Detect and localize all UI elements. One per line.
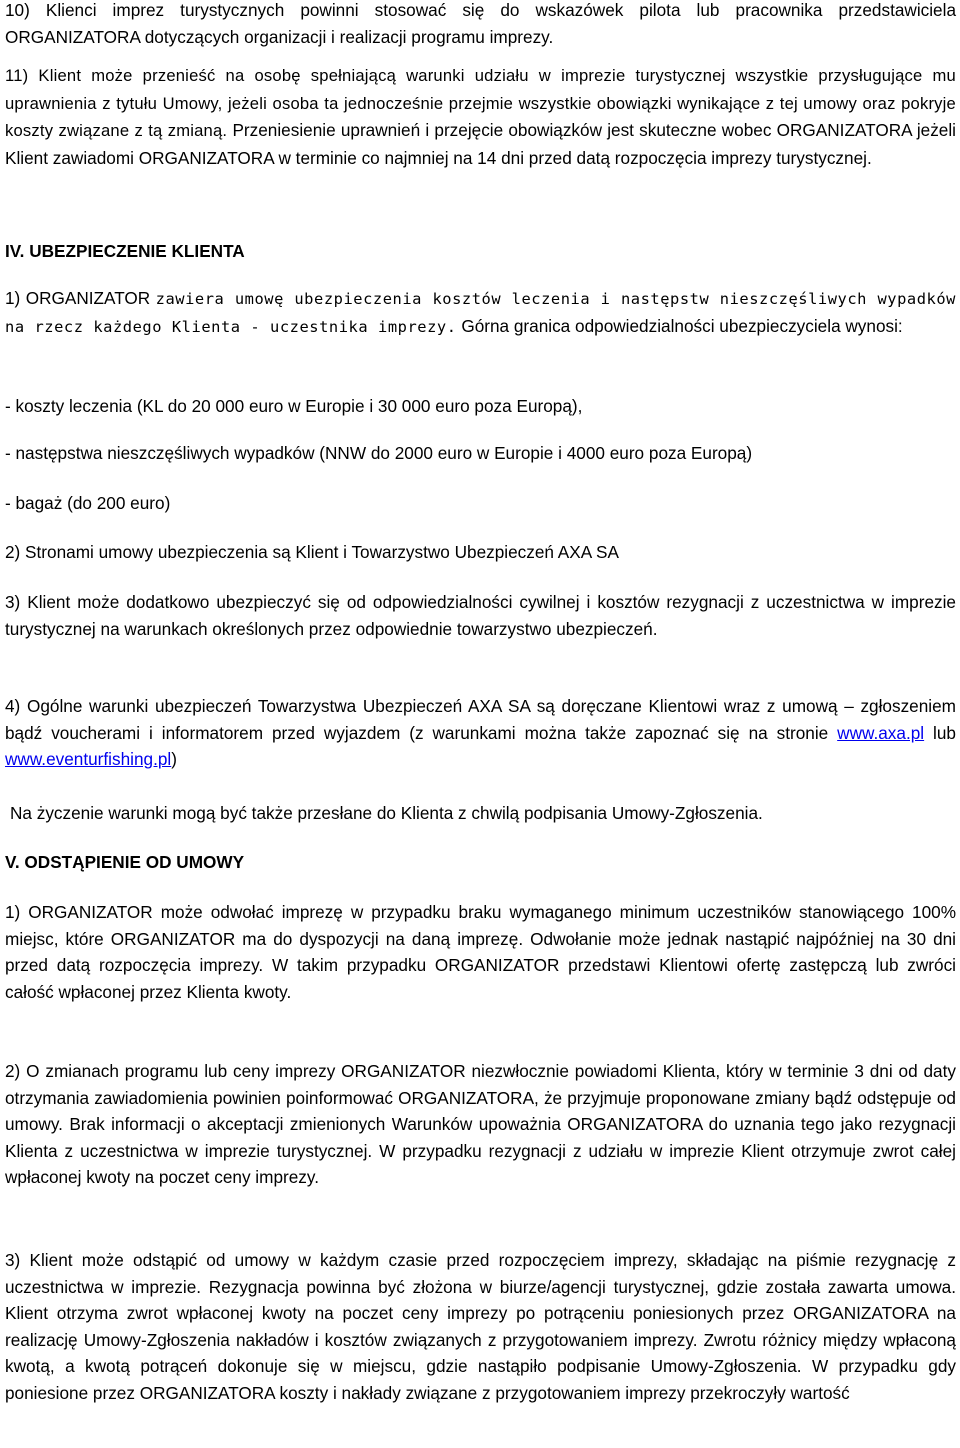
section-heading-iv: IV. UBEZPIECZENIE KLIENTA — [5, 241, 245, 261]
paragraph-iv-1 — [5, 285, 956, 340]
paragraph-11 — [5, 62, 956, 171]
iv-1-insurance-text: zawiera umowę ubezpieczenia kosztów leczenia i następstw nieszczęśliwych wypadków na rzecz każdego Klienta - uczestnika imprezy. — [5, 290, 957, 336]
iv-1-organizer: 1) ORGANIZATOR — [5, 288, 156, 308]
paragraph-v-3: 3) Klient może odstąpić od umowy w każdym czasie przed rozpoczęciem imprezy, składając na piśmie rezygnację z uczestnictwa w imprezie. Rezygnacja powinna być złożona w biurze/agencji turystycznej, gdzie została zawarta umowa. Klient otrzyma zwrot wpłaconej kwoty na poczet ceny imprezy po potrąceniu poniesionych przez ORGANIZATORA na realizację Umowy-Zgłoszenia nakładów i kosztów związanych z przygotowaniem imprezy. Zwrotu różnicy między wpłaconą kwotą, a kwotą potrąceń dokonuje się w miejscu, gdzie nastąpiło podpisanie Umowy-Zgłoszenia. W przypadku gdy poniesione przez ORGANIZATORA koszty i nakłady związane z przygotowaniem imprezy przekroczyły wartość — [5, 1250, 956, 1403]
paragraph-iv-3: 3) Klient może dodatkowo ubezpieczyć się od odpowiedzialności cywilnej i kosztów rezygnacji z uczestnictwa w imprezie turystycznej na warunkach określonych przez odpowiednie towarzystwo ubezpieczeń. — [5, 592, 956, 639]
iv-4-text: 4) Ogólne warunki ubezpieczeń Towarzystwa Ubezpieczeń AXA SA są doręczane Klientowi wraz z umową – zgłoszeniem bądź voucherami i informatorem przed wyjazdem (z warunkami można także zapoznać się na stronie — [5, 696, 956, 743]
paragraph-iv-2: 2) Stronami umowy ubezpieczenia są Klient i Towarzystwo Ubezpieczeń AXA SA — [5, 542, 619, 562]
paragraph-iv-4-note: Na życzenie warunki mogą być także przesłane do Klienta z chwilą podpisania Umowy-Zgłoszenia. — [10, 803, 763, 823]
paragraph-iv-4 — [5, 693, 956, 773]
paragraph-v-2: 2) O zmianach programu lub ceny imprezy ORGANIZATOR niezwłocznie powiadomi Klienta, który w terminie 3 dni od daty otrzymania zawiadomienia powinien poinformować ORGANIZATORA, że przyjmuje proponowane zmiany bądź odstępuje od umowy. Brak informacji o akceptacji zmienionych Warunków upoważnia ORGANIZATORA do uznania tego jako rezygnacji Klienta z uczestnictwa w imprezie turystycznej. W przypadku rezygnacji z udziału w imprezie Klient otrzymuje zwrot całej wpłaconej kwoty na poczet ceny imprezy. — [5, 1061, 956, 1187]
paragraph-10: 10) Klienci imprez turystycznych powinni stosować się do wskazówek pilota lub pracownika przedstawiciela ORGANIZATORA dotyczących organizacji i realizacji programu imprezy. — [5, 0, 956, 47]
iv-4-close: ) — [171, 749, 177, 769]
coverage-accidents: - następstwa nieszczęśliwych wypadków (NNW do 2000 euro w Europie i 4000 euro poza Europą) — [5, 443, 753, 463]
eventurfishing-link[interactable]: www.eventurfishing.pl — [5, 749, 172, 769]
coverage-luggage: - bagaż (do 200 euro) — [5, 493, 171, 513]
paragraph-11-rest: Przeniesienie uprawnień i przejęcie obowiązków jest skuteczne wobec ORGANIZATORA jeżeli Klient zawiadomi ORGANIZATORA w terminie co najmniej na 14 dni przed datą rozpoczęcia imprezy turystycznej. — [5, 120, 957, 168]
iv-1-liability: Górna granica odpowiedzialności ubezpieczyciela wynosi: — [456, 315, 903, 336]
axa-link[interactable]: www.axa.pl — [837, 722, 925, 743]
coverage-medical: - koszty leczenia (KL do 20 000 euro w Europie i 30 000 euro poza Europą), — [5, 396, 583, 416]
section-heading-v: V. ODSTĄPIENIE OD UMOWY — [5, 852, 245, 872]
paragraph-11-main: 11) Klient może przenieść na osobę spełniającą warunki udziału w imprezie turystycznej wszystkie przysługujące mu uprawnienia z tytułu Umowy, jeżeli osoba ta jednocześnie przejmie wszystkie obowiązki wynikające z tej umowy oraz pokryje koszty związane z tą zmianą. — [5, 66, 956, 140]
iv-4-or: lub — [924, 722, 956, 743]
paragraph-v-1: 1) ORGANIZATOR może odwołać imprezę w przypadku braku wymaganego minimum uczestników stanowiącego 100% miejsc, które ORGANIZATOR ma do dyspozycji na daną imprezę. Odwołanie może jednak nastąpić najpóźniej na 30 dni przed datą rozpoczęcia imprezy. W takim przypadku ORGANIZATOR przedstawi Klientowi ofertę zastępczą lub zwróci całość wpłaconej przez Klienta kwoty. — [5, 902, 956, 1002]
